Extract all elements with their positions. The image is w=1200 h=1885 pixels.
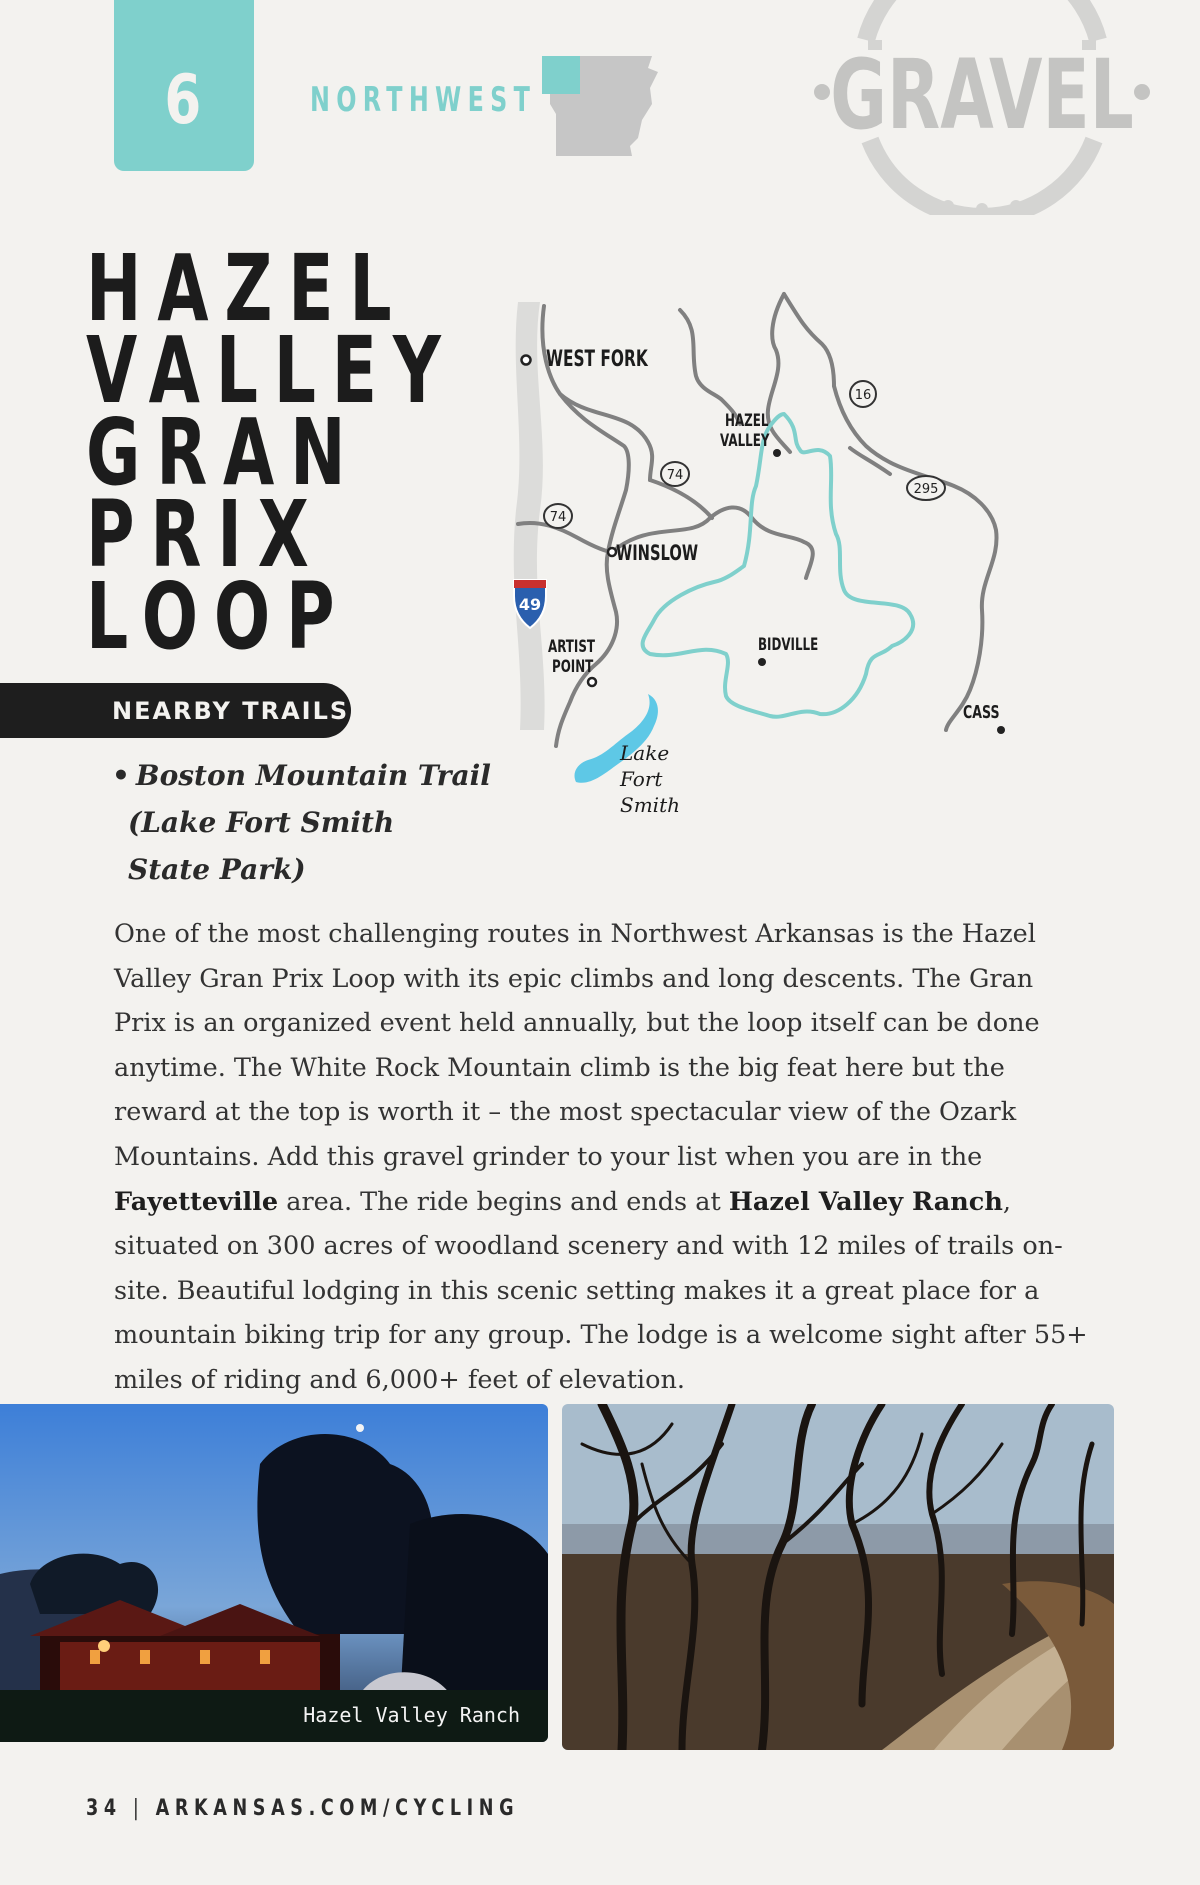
map-label-bidville: BIDVILLE xyxy=(758,634,819,655)
map-label-smith: Smith xyxy=(620,793,680,817)
page-footer xyxy=(86,1796,519,1821)
title-line: PRIX xyxy=(86,481,325,588)
description-text: area. The ride begins and ends at xyxy=(278,1186,729,1217)
list-item xyxy=(112,752,492,893)
trail-location: State Park) xyxy=(128,853,306,886)
trail-location: (Lake Fort Smith xyxy=(128,806,395,839)
gravel-badge xyxy=(808,0,1158,215)
title-line: VALLEY xyxy=(86,317,457,424)
description-text: , situated on 300 acres of woodland scenery and with 12 miles of trails on-site. Beautiful lodging in this scenic setting makes it a great place for a mountain biking trip for any group. The lodge is a welcome sight after 55+ miles of riding and 6,000+ feet of elevation. xyxy=(114,1186,1088,1395)
map-label-fort: Fort xyxy=(620,767,663,791)
region-label: NORTHWEST xyxy=(310,80,537,120)
description-highlight: Hazel Valley Ranch xyxy=(728,1186,1003,1217)
map-label-point: POINT xyxy=(552,656,594,677)
map-label-cass: CASS xyxy=(963,701,1000,723)
forest-road-photo xyxy=(562,1404,1114,1750)
ranch-image xyxy=(0,1404,548,1742)
route-shield-74: 74 xyxy=(549,510,567,525)
photo-caption: Hazel Valley Ranch xyxy=(303,1703,520,1727)
footer-separator: | xyxy=(132,1796,145,1821)
forest-road-image xyxy=(562,1404,1114,1750)
nearby-trails-list xyxy=(112,752,492,893)
footer-url[interactable]: ARKANSAS.COM/CYCLING xyxy=(155,1796,520,1821)
trail-name: Boston Mountain Trail xyxy=(135,759,491,792)
route-shield-16: 16 xyxy=(854,388,872,403)
route-shield-295: 295 xyxy=(913,482,939,497)
page-title xyxy=(86,235,457,670)
map-label-west-fork: WEST FORK xyxy=(546,346,648,372)
map-label-hazel: HAZEL xyxy=(725,410,769,431)
route-number-tab xyxy=(114,0,254,171)
map-label-lake: Lake xyxy=(620,741,670,765)
description-highlight: Fayetteville xyxy=(114,1186,279,1217)
route-description xyxy=(114,912,1090,1403)
bullet: • xyxy=(112,759,130,792)
page-number: 34 xyxy=(86,1796,122,1821)
title-line: HAZEL xyxy=(86,235,408,342)
route-map xyxy=(500,290,1060,830)
route-number: 6 xyxy=(164,61,204,140)
title-line: LOOP xyxy=(86,563,351,670)
description-text: One of the most challenging routes in Northwest Arkansas is the Hazel Valley Gran Prix Loop with its epic climbs and long descents. The Gran Prix is an organized event held annually, but the loop itself can be done anytime. The White Rock Mountain climb is the big feat here but the reward at the top is worth it – the most spectacular view of the Ozark Mountains. Add this gravel grinder to your list when you are in the xyxy=(114,919,1040,1172)
map-label-winslow: WINSLOW xyxy=(616,541,699,566)
ranch-photo xyxy=(0,1404,548,1742)
map-label-valley: VALLEY xyxy=(720,430,770,451)
map-label-artist: ARTIST xyxy=(548,636,596,657)
nearby-trails-label: NEARBY TRAILS xyxy=(0,683,351,738)
interstate-49: 49 xyxy=(518,595,542,614)
badge-label: GRAVEL xyxy=(830,38,1134,151)
route-shield-74: 74 xyxy=(666,468,684,483)
title-line: GRAN xyxy=(86,399,362,506)
arkansas-state-icon xyxy=(540,54,664,159)
